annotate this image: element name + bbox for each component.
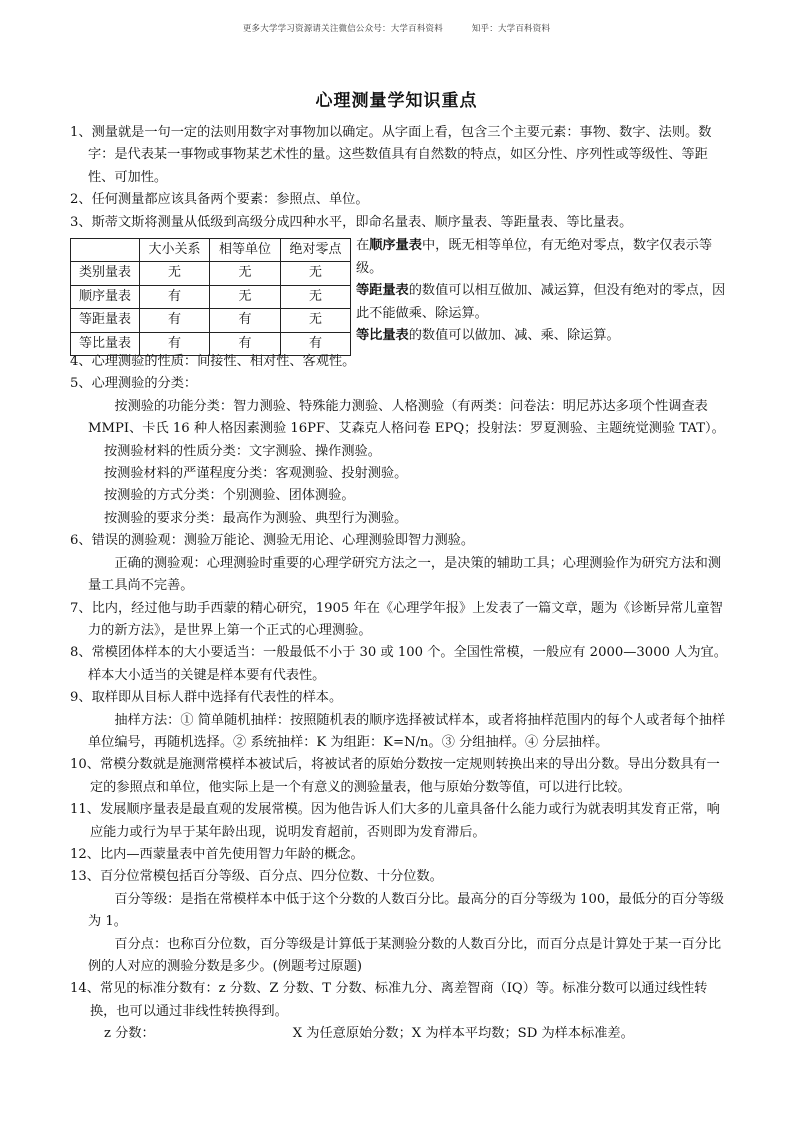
scale-note-interval: [356, 280, 731, 325]
point-1: 1、测量就是一句一定的法则用数字对事物加以确定。从字面上看，包含三个主要元素：事物、数字、法则。数字：是代表某一事物或事物某艺术性的量。这些数值具有自然数的特点，如区分性、序列性或等级性、等距性、可加性。: [70, 125, 712, 185]
scale-notes: [356, 235, 731, 348]
header-note: [0, 22, 793, 34]
document-body: [70, 122, 730, 1046]
document-title: 心理测量学知识重点: [315, 91, 478, 111]
note-term: 等距量表: [356, 283, 409, 299]
table-cell: 无: [210, 285, 281, 308]
table-cell: 无: [140, 262, 210, 285]
point-13: 13、百分位常模包括百分等级、百分点、四分位数、十分位数。: [70, 869, 443, 885]
table-row: [71, 309, 351, 332]
point-9-sampling: 抽样方法：① 简单随机抽样：按照随机表的顺序选择被试样本，或者将抽样范围内的每个人或者每个抽样单位编号，再随机选择。② 系统抽样：K 为组距：K=N/n。③ 分组抽样。④ 分层抽样。: [88, 712, 726, 750]
point-11: 11、发展顺序量表是最直观的发展常模。因为他告诉人们大多的儿童具备什么能力或行为就表明其发育正常，响应能力或行为早于某年龄出现，说明发育超前，否则即为发育滞后。: [70, 802, 720, 840]
table-cell: 有: [210, 332, 281, 355]
point-10: 10、常模分数就是施测常模样本被试后，将被试者的原始分数按一定规则转换出来的导出分数。导出分数具有一定的参照点和单位，他实际上是一个有意义的测验量表，他与原始分数等值，可以进行比较。: [70, 757, 720, 795]
point-5: 5、心理测验的分类：: [70, 376, 198, 392]
point-5-mode: 按测验的方式分类：个别测验、团体测验。: [104, 488, 355, 504]
table-cell: 无: [281, 309, 351, 332]
point-2: 2、任何测量都应该具备两个要素：参照点、单位。: [70, 192, 369, 208]
point-12: 12、比内—西蒙量表中首先使用智力年龄的概念。: [70, 846, 364, 862]
note-text: 在: [356, 238, 370, 254]
note-term: 等比量表: [356, 328, 409, 344]
point-13-percentile: 百分点：也称百分位数，百分等级是计算低于某测验分数的人数百分比，而百分点是计算处于某一百分比例的人对应的测验分数是多少。(例题考过原题): [88, 936, 722, 974]
point-3: 3、斯蒂文斯将测量从低级到高级分成四种水平，即命名量表、顺序量表、等距量表、等比量表。: [70, 214, 633, 230]
point-5-material: 按测验材料的性质分类：文字测验、操作测验。: [104, 443, 381, 459]
table-header-cell: [71, 239, 140, 262]
z-score-line: [70, 1023, 730, 1045]
table-row: [71, 332, 351, 355]
z-score-label: z 分数：: [104, 1026, 155, 1042]
header-note-zhihu: 知乎：大学百科资料: [471, 24, 551, 34]
header-note-wechat: 更多大学学习资源请关注微信公众号：大学百科资料: [242, 24, 443, 34]
point-8: 8、常模团体样本的大小要适当：一般最低不小于 30 或 100 个。全国性常模，一般应有 2000—3000 人为宜。样本大小适当的关键是样本要有代表性。: [70, 645, 727, 683]
table-cell: 等距量表: [71, 309, 140, 332]
note-text: 的数值可以做加、减、乘、除运算。: [408, 328, 620, 344]
table-row: [71, 285, 351, 308]
table-cell: 无: [210, 262, 281, 285]
table-cell: 有: [140, 285, 210, 308]
point-13-percentile-rank: 百分等级：是指在常模样本中低于这个分数的人数百分比。最高分的百分等级为 100，最低分的百分等级为 1。: [88, 891, 724, 930]
table-row: [71, 262, 351, 285]
table-header-cell: 绝对零点: [281, 239, 351, 262]
point-5-rigor: 按测验材料的严谨程度分类：客观测验、投射测验。: [104, 466, 408, 482]
scale-comparison-table: [70, 238, 351, 356]
table-cell: 顺序量表: [71, 285, 140, 308]
table-cell: 等比量表: [71, 332, 140, 355]
point-4: 4、心理测验的性质：间接性、相对性、客观性。: [70, 354, 356, 370]
table-cell: 有: [140, 309, 210, 332]
table-cell: 有: [140, 332, 210, 355]
point-9: 9、取样即从目标人群中选择有代表性的样本。: [70, 690, 343, 706]
point-5-function: 按测验的功能分类：智力测验、特殊能力测验、人格测验（有两类：问卷法：明尼苏达多项个性调查表 MMPI、卡氏 16 种人格因素测验 16PF、艾森克人格问卷 EPQ；投射法：罗夏测验、主题统觉测验 TAT）。: [88, 398, 725, 437]
scale-note-ordinal: [356, 235, 731, 280]
table-header-row: [71, 239, 351, 262]
point-5-requirement: 按测验的要求分类：最高作为测验、典型行为测验。: [104, 510, 408, 526]
table-cell: 有: [281, 332, 351, 355]
scale-comparison-block: [70, 235, 730, 351]
table-cell: 无: [281, 262, 351, 285]
table-cell: 无: [281, 285, 351, 308]
scale-note-ratio: [356, 325, 731, 348]
point-7: 7、比内，经过他与助手西蒙的精心研究，1905 年在《心理学年报》上发表了一篇文章，题为《诊断异常儿童智力的新方法》，是世界上第一个正式的心理测验。: [70, 600, 723, 638]
table-cell: 有: [210, 309, 281, 332]
point-6: 6、错误的测验观：测验万能论、测验无用论、心理测验即智力测验。: [70, 533, 475, 549]
note-text: 中，既无相等单位，有无绝对零点，数字仅表示等级。: [356, 238, 713, 276]
note-term: 顺序量表: [369, 238, 422, 254]
table-cell: 类别量表: [71, 262, 140, 285]
table-header-cell: 相等单位: [210, 239, 281, 262]
note-text: 的数值可以相互做加、减运算，但没有绝对的零点，因此不能做乘、除运算。: [356, 283, 726, 321]
table-header-cell: 大小关系: [140, 239, 210, 262]
point-6-correct: 正确的测验观：心理测验时重要的心理学研究方法之一，是决策的辅助工具；心理测验作为研究方法和测量工具尚不完善。: [88, 555, 722, 594]
z-score-description: X 为任意原始分数；X 为样本平均数；SD 为样本标准差。: [292, 1026, 634, 1042]
point-14: 14、常见的标准分数有：z 分数、Z 分数、T 分数、标准九分、离差智商（IQ）等。标准分数可以通过线性转换，也可以通过非线性转换得到。: [70, 981, 708, 1019]
